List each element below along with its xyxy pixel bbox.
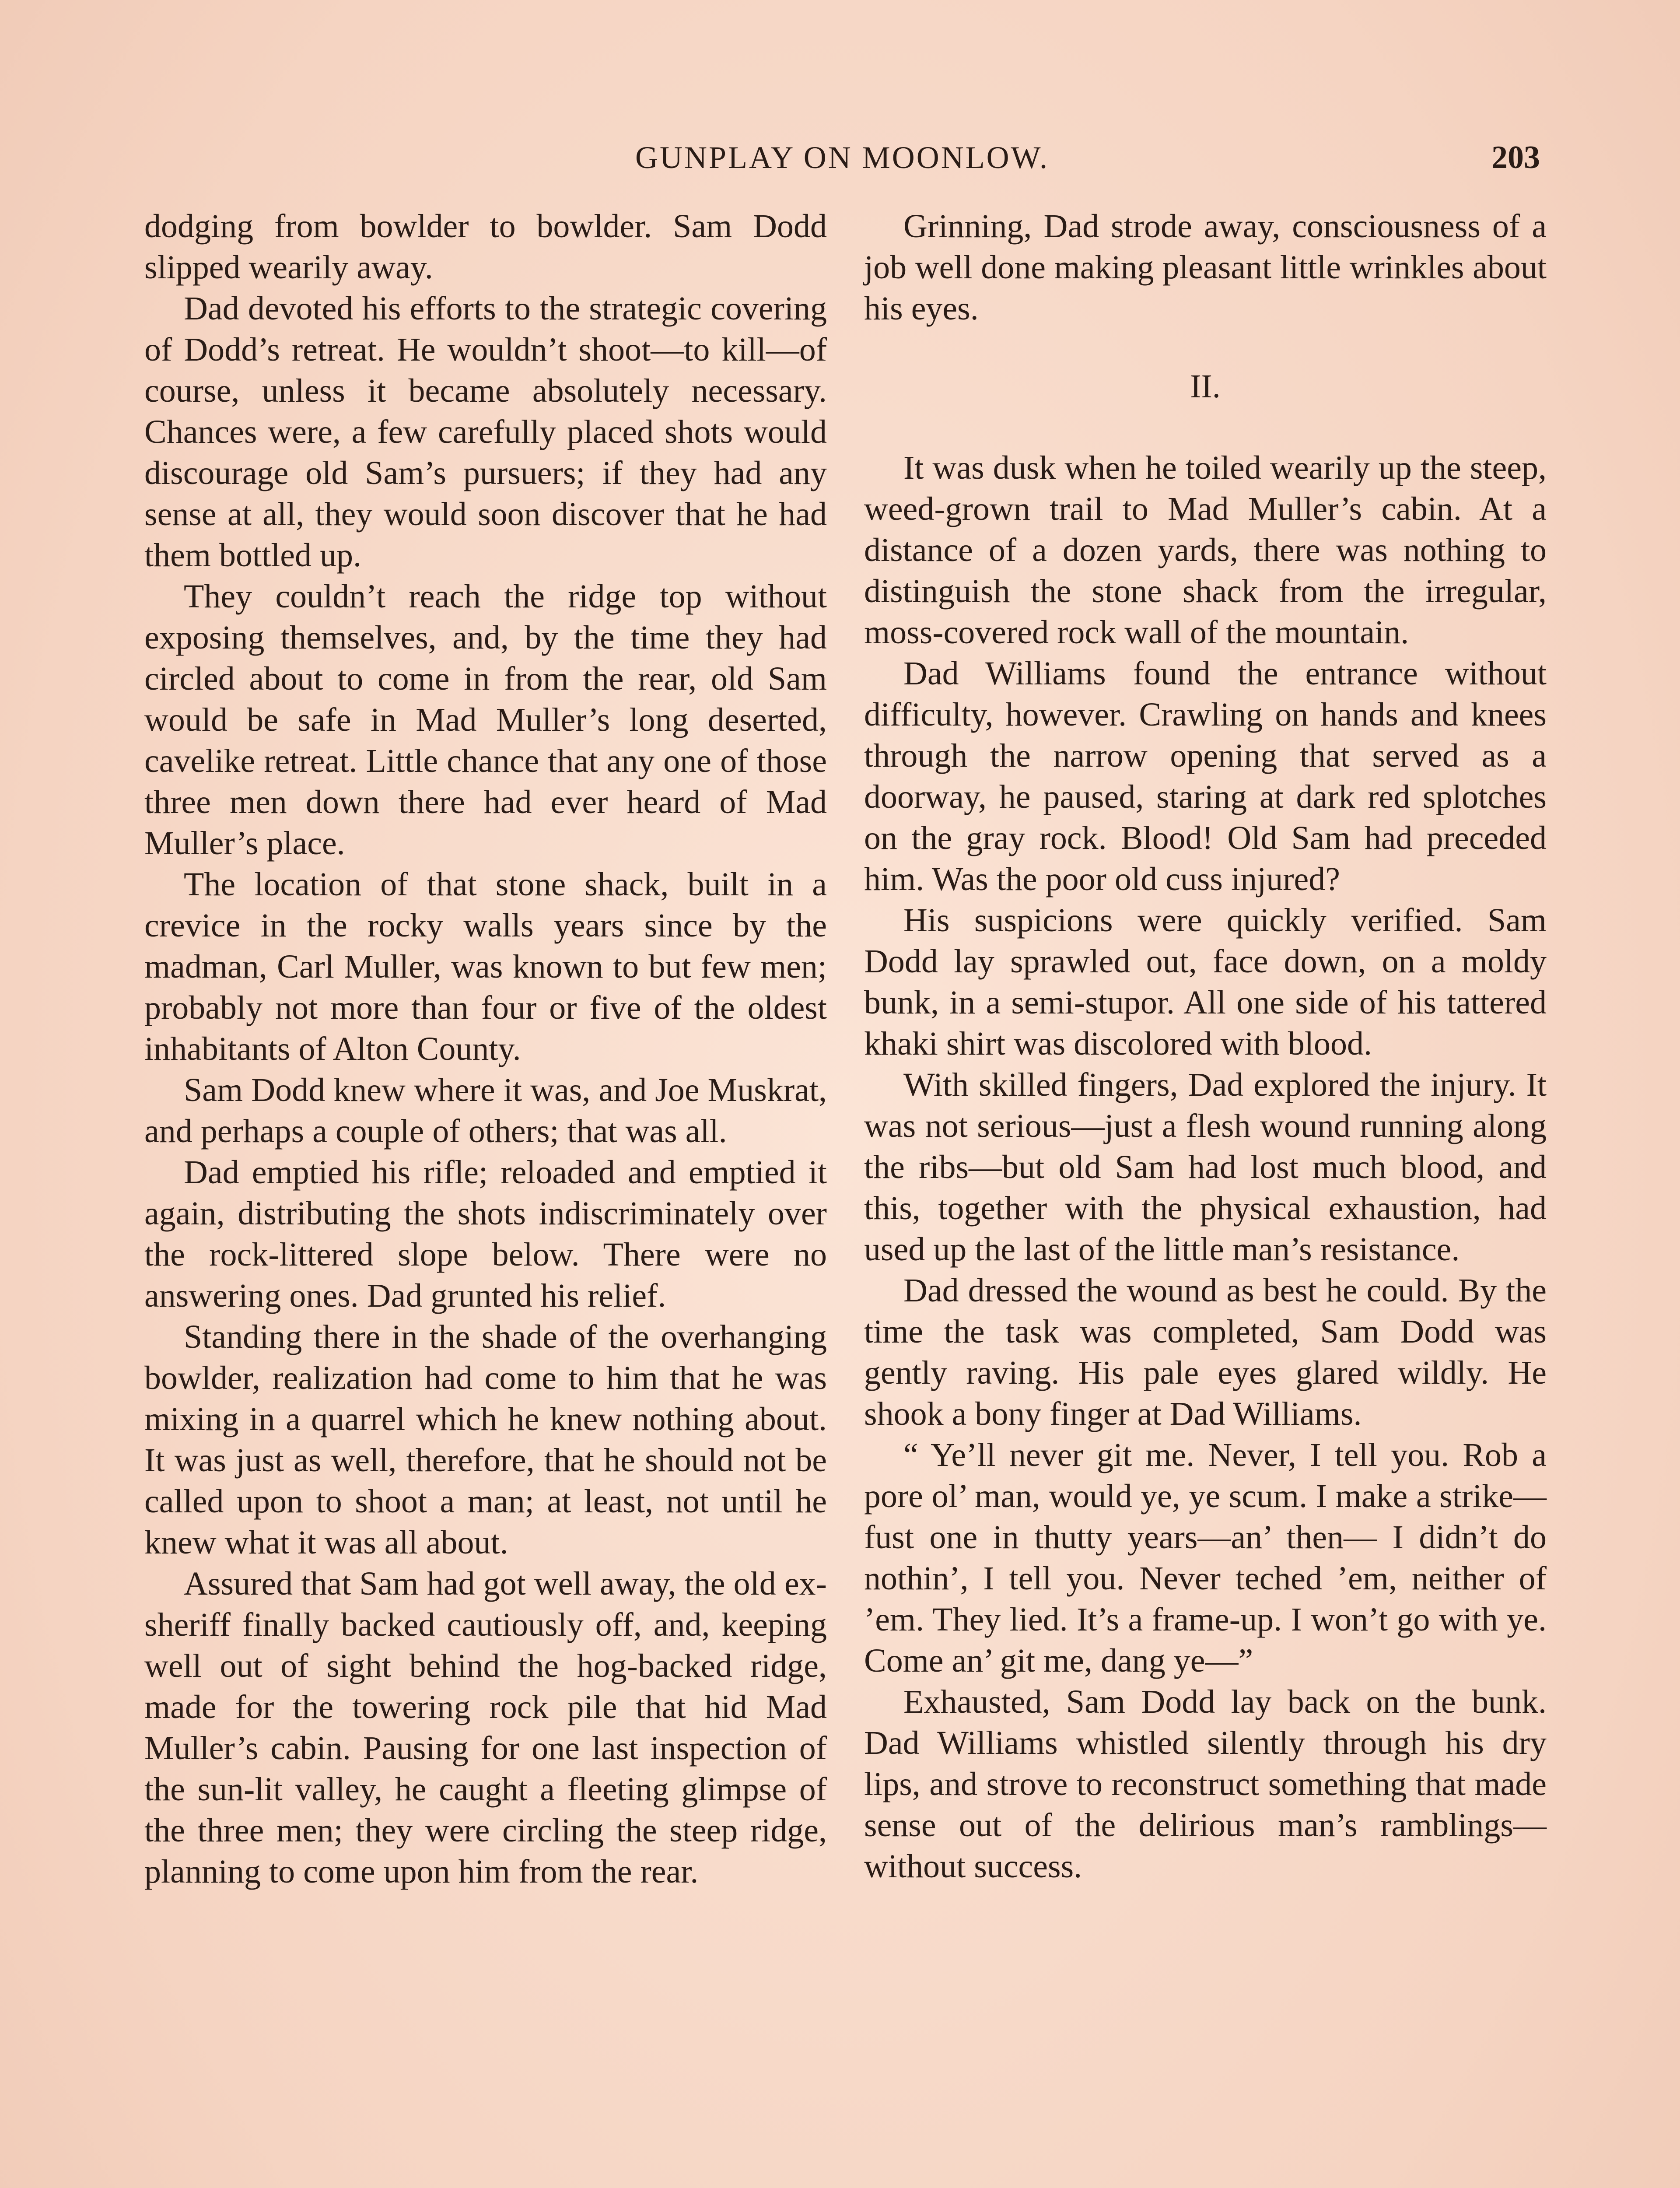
paragraph: Dad devoted his efforts to the strategic covering of Dodd’s retreat. He wouldn’t shoot—to kill—of course, unless it became absolutely necessary. Chances were, a few carefully placed shots would discourage old Sam’s pursuers; if they had any sense at all, they would soon discover that he had them bottled up. <box>144 290 827 574</box>
paragraph: His suspicions were quickly verified. Sam Dodd lay sprawled out, face down, on a moldy bunk, in a semi-stupor. All one side of his tattered khaki shirt was discolored with blood. <box>864 902 1547 1062</box>
paragraph: With skilled fingers, Dad explored the injury. It was not serious—just a flesh wound running along the ribs—but old Sam had lost much blood, and this, together with the physical exhaustion, had used up the last of the little man’s resistance. <box>864 1066 1547 1268</box>
page-header <box>144 131 1540 184</box>
paragraph: The location of that stone shack, built in a crevice in the rocky walls years since by the madman, Carl Muller, was known to but few men; probably not more than four or five of the oldest inhabitants of Alton County. <box>144 866 827 1067</box>
paragraph: dodging from bowlder to bowlder. Sam Dodd slipped wearily away. <box>144 208 827 286</box>
section-heading: II. <box>1190 368 1221 405</box>
paragraph: Assured that Sam had got well away, the old ex-sheriff finally backed cautiously off, and, keeping well out of sight behind the hog-backed ridge, made for the towering rock pile that hid Mad Muller’s cabin. Pausing for one last inspection of the sun-lit valley, he caught a fleeting glimpse of the three men; they were circling the steep ridge, planning to come upon him from the rear. <box>144 1565 827 1890</box>
paragraph: Sam Dodd knew where it was, and Joe Muskrat, and perhaps a couple of others; that was all. <box>144 1072 827 1150</box>
page-number: 203 <box>1491 140 1540 175</box>
paragraph: Exhausted, Sam Dodd lay back on the bunk. Dad Williams whistled silently through his dry lips, and strove to reconstruct something that made sense out of the delirious man’s ramblings—without success. <box>864 1683 1547 1885</box>
right-column <box>864 206 1547 1887</box>
paragraph: Dad Williams found the entrance without difficulty, however. Crawling on hands and knees through the narrow opening that served as a doorway, he paused, staring at dark red splotches on the gray rock. Blood! Old Sam had preceded him. Was the poor old cuss injured? <box>864 655 1547 898</box>
left-column <box>144 206 827 1892</box>
paragraph: Grinning, Dad strode away, consciousness of a job well done making pleasant little wrinkles about his eyes. <box>864 208 1547 327</box>
paragraph: Dad dressed the wound as best he could. By the time the task was completed, Sam Dodd was gently raving. His pale eyes glared wildly. He shook a bony finger at Dad Williams. <box>864 1272 1547 1432</box>
paragraph: It was dusk when he toiled wearily up the steep, weed-grown trail to Mad Muller’s cabin. At a distance of a dozen yards, there was nothing to distinguish the stone shack from the irregular, moss-covered rock wall of the mountain. <box>864 449 1547 651</box>
paragraph: Standing there in the shade of the overhanging bowlder, realization had come to him that he was mixing in a quarrel which he knew nothing about. It was just as well, therefore, that he should not be called upon to shoot a man; at least, not until he knew what it was all about. <box>144 1318 827 1561</box>
paragraph: “ Ye’ll never git me. Never, I tell you. Rob a pore ol’ man, would ye, ye scum. I make a strike—fust one in thutty years—an’ then— I didn’t do nothin’, I tell you. Never teched ’em, neither of ’em. They lied. It’s a frame-up. I won’t go with ye. Come an’ git me, dang ye—” <box>864 1437 1547 1679</box>
paragraph: Dad emptied his rifle; reloaded and emptied it again, distributing the shots indiscriminately over the rock-littered slope below. There were no answering ones. Dad grunted his relief. <box>144 1154 827 1314</box>
running-title: GUNPLAY ON MOONLOW. <box>635 140 1050 175</box>
paragraph: They couldn’t reach the ridge top without exposing themselves, and, by the time they had circled about to come in from the rear, old Sam would be safe in Mad Muller’s long deserted, cavelike retreat. Little chance that any one of those three men down there had ever heard of Mad Muller’s place. <box>144 578 827 862</box>
